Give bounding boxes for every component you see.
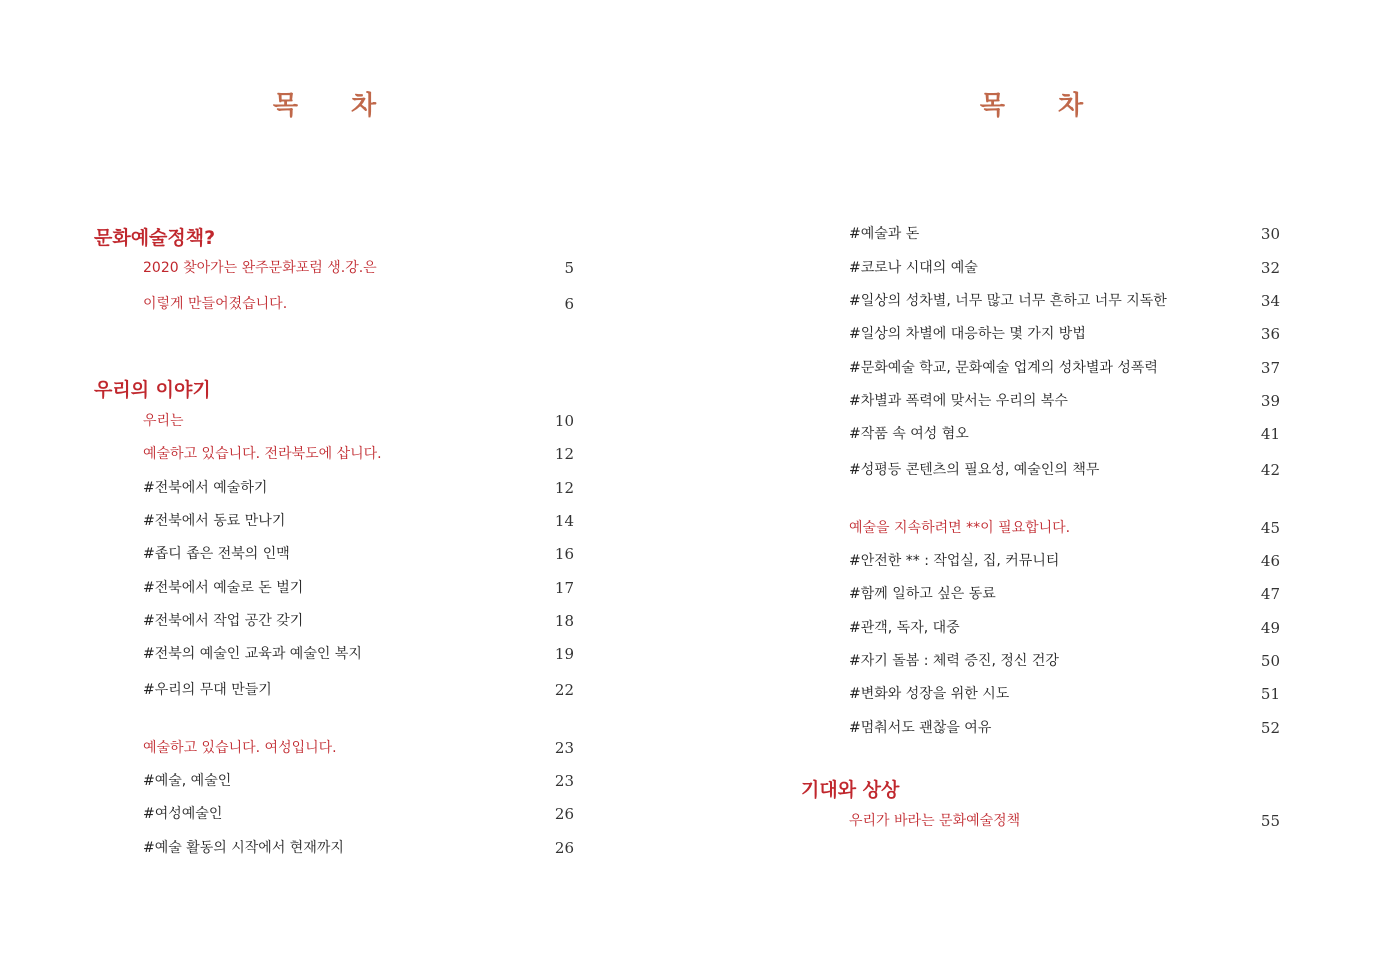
toc-entry[interactable] bbox=[143, 443, 574, 465]
toc-entry-label: #문화예술 학교, 문화예술 업계의 성차별과 성폭력 bbox=[849, 360, 1158, 376]
toc-entry-label: #예술 활동의 시작에서 현재까지 bbox=[143, 840, 344, 856]
toc-entry-page: 37 bbox=[1260, 359, 1280, 377]
toc-entry[interactable] bbox=[143, 737, 574, 759]
toc-entry-page: 46 bbox=[1260, 552, 1280, 570]
toc-entry-page: 6 bbox=[564, 295, 574, 313]
toc-entry-page: 18 bbox=[554, 612, 574, 630]
toc-entry[interactable] bbox=[849, 550, 1280, 572]
toc-entry-label: #성평등 콘텐츠의 필요성, 예술인의 책무 bbox=[849, 462, 1100, 478]
toc-entry-label: #일상의 차별에 대응하는 몇 가지 방법 bbox=[849, 326, 1086, 342]
toc-entry[interactable] bbox=[143, 257, 574, 279]
toc-entry-page: 23 bbox=[554, 772, 574, 790]
page-title: 목 차 bbox=[272, 91, 399, 121]
toc-entry-label: #멈춰서도 괜찮을 여유 bbox=[849, 720, 992, 736]
toc-entry-page: 34 bbox=[1260, 292, 1280, 310]
toc-entry-label: #전북에서 작업 공간 갖기 bbox=[143, 613, 304, 629]
toc-entry-label: #예술, 예술인 bbox=[143, 773, 232, 789]
toc-entry[interactable] bbox=[143, 410, 574, 432]
toc-entry-page: 23 bbox=[554, 739, 574, 757]
page-title: 목 차 bbox=[979, 91, 1106, 121]
toc-entry-page: 5 bbox=[564, 259, 574, 277]
toc-entry-page: 16 bbox=[554, 545, 574, 563]
toc-entry[interactable] bbox=[849, 423, 1280, 445]
toc-entry[interactable] bbox=[849, 290, 1280, 312]
toc-entry[interactable] bbox=[849, 390, 1280, 412]
toc-entry[interactable] bbox=[849, 357, 1280, 379]
toc-entry-label: #일상의 성차별, 너무 많고 너무 흔하고 너무 지독한 bbox=[849, 293, 1167, 309]
toc-entry-page: 22 bbox=[554, 681, 574, 699]
toc-entry-page: 47 bbox=[1260, 585, 1280, 603]
toc-entry[interactable] bbox=[849, 683, 1280, 705]
toc-entry-label: #안전한 ** : 작업실, 집, 커뮤니티 bbox=[849, 553, 1060, 569]
toc-entry-page: 30 bbox=[1260, 225, 1280, 243]
toc-entry[interactable] bbox=[143, 510, 574, 532]
toc-entry-label: 우리는 bbox=[143, 413, 184, 429]
toc-entry-page: 45 bbox=[1260, 519, 1280, 537]
toc-entry-label: #전북에서 동료 만나기 bbox=[143, 513, 286, 529]
toc-entry[interactable] bbox=[143, 643, 574, 665]
toc-entry[interactable] bbox=[143, 837, 574, 859]
toc-entry-label: #우리의 무대 만들기 bbox=[143, 682, 272, 698]
toc-entry-label: #전북에서 예술로 돈 벌기 bbox=[143, 580, 304, 596]
toc-entry[interactable] bbox=[143, 803, 574, 825]
toc-entry-page: 39 bbox=[1260, 392, 1280, 410]
toc-entry[interactable] bbox=[143, 293, 574, 315]
section-title-expectation: 기대와 상상 bbox=[801, 779, 900, 801]
toc-entry-label: #전북에서 예술하기 bbox=[143, 480, 268, 496]
toc-entry-page: 36 bbox=[1260, 325, 1280, 343]
toc-entry-label: 2020 찾아가는 완주문화포럼 생.강.은 bbox=[143, 260, 377, 276]
toc-entry[interactable] bbox=[849, 257, 1280, 279]
section-title-cultural-policy: 문화예술정책? bbox=[94, 227, 216, 249]
toc-entry-label: #함께 일하고 싶은 동료 bbox=[849, 586, 996, 602]
toc-entry[interactable] bbox=[849, 810, 1280, 832]
toc-entry[interactable] bbox=[143, 543, 574, 565]
toc-entry-label: #차별과 폭력에 맞서는 우리의 복수 bbox=[849, 393, 1068, 409]
toc-entry-label: 이렇게 만들어졌습니다. bbox=[143, 296, 288, 312]
toc-entry-page: 50 bbox=[1260, 652, 1280, 670]
toc-entry-label: #좁디 좁은 전북의 인맥 bbox=[143, 546, 290, 562]
toc-entry-page: 26 bbox=[554, 839, 574, 857]
toc-entry-label: #전북의 예술인 교육과 예술인 복지 bbox=[143, 646, 362, 662]
toc-entry-page: 52 bbox=[1260, 719, 1280, 737]
toc-entry-label: 예술하고 있습니다. 여성입니다. bbox=[143, 740, 337, 756]
toc-entry-page: 55 bbox=[1260, 812, 1280, 830]
toc-entry-label: #코로나 시대의 예술 bbox=[849, 260, 978, 276]
toc-entry-page: 41 bbox=[1260, 425, 1280, 443]
toc-entry-page: 32 bbox=[1260, 259, 1280, 277]
toc-entry-label: 우리가 바라는 문화예술정책 bbox=[849, 813, 1021, 829]
toc-entry-page: 51 bbox=[1260, 685, 1280, 703]
toc-entry[interactable] bbox=[143, 770, 574, 792]
toc-entry[interactable] bbox=[143, 610, 574, 632]
toc-entry-page: 49 bbox=[1260, 619, 1280, 637]
toc-entry[interactable] bbox=[849, 583, 1280, 605]
toc-entry[interactable] bbox=[849, 459, 1280, 481]
toc-entry-page: 10 bbox=[554, 412, 574, 430]
toc-entry-page: 26 bbox=[554, 805, 574, 823]
toc-entry-label: #관객, 독자, 대중 bbox=[849, 620, 960, 636]
toc-entry[interactable] bbox=[849, 617, 1280, 639]
toc-entry[interactable] bbox=[143, 577, 574, 599]
toc-entry-label: #여성예술인 bbox=[143, 806, 223, 822]
toc-entry-label: 예술하고 있습니다. 전라북도에 삽니다. bbox=[143, 446, 382, 462]
toc-entry-page: 42 bbox=[1260, 461, 1280, 479]
toc-entry[interactable] bbox=[143, 477, 574, 499]
toc-entry-page: 17 bbox=[554, 579, 574, 597]
toc-entry[interactable] bbox=[849, 223, 1280, 245]
toc-entry[interactable] bbox=[849, 717, 1280, 739]
toc-entry-page: 12 bbox=[554, 479, 574, 497]
toc-entry-label: 예술을 지속하려면 **이 필요합니다. bbox=[849, 520, 1071, 536]
toc-entry-label: #자기 돌봄 : 체력 증진, 정신 건강 bbox=[849, 653, 1059, 669]
section-title-our-story: 우리의 이야기 bbox=[94, 379, 211, 401]
toc-entry-label: #작품 속 여성 혐오 bbox=[849, 426, 969, 442]
toc-entry[interactable] bbox=[849, 323, 1280, 345]
toc-entry[interactable] bbox=[143, 679, 574, 701]
toc-entry-page: 19 bbox=[554, 645, 574, 663]
toc-entry-label: #예술과 돈 bbox=[849, 226, 920, 242]
toc-entry[interactable] bbox=[849, 517, 1280, 539]
toc-entry-page: 14 bbox=[554, 512, 574, 530]
toc-right-page bbox=[687, 0, 1374, 970]
toc-entry-label: #변화와 성장을 위한 시도 bbox=[849, 686, 1010, 702]
toc-entry-page: 12 bbox=[554, 445, 574, 463]
toc-entry[interactable] bbox=[849, 650, 1280, 672]
